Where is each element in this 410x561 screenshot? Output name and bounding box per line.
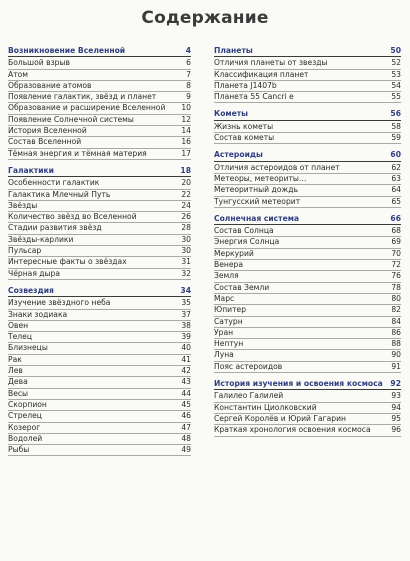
toc-entry-page-number: 78 (391, 282, 401, 292)
section-heading-label: Кометы (214, 109, 249, 119)
toc-entry-page-number: 40 (181, 343, 191, 353)
toc-entry[interactable] (8, 434, 191, 445)
toc-entry-page-number: 91 (391, 361, 401, 371)
toc-entry-label: Тёмная энергия и тёмная материя (8, 148, 147, 158)
toc-entry-page-number: 48 (181, 433, 191, 443)
section-heading-label: Астероиды (214, 150, 263, 160)
toc-section (214, 109, 401, 144)
section-heading-label: Возникновение Вселенной (8, 46, 126, 55)
toc-entry-page-number: 6 (186, 58, 191, 68)
toc-entry[interactable] (214, 414, 401, 425)
toc-entry-page-number: 80 (391, 293, 401, 303)
toc-entry-page-number: 59 (391, 133, 401, 143)
section-divider (8, 176, 191, 177)
toc-entry[interactable] (214, 362, 401, 373)
toc-entry[interactable] (8, 366, 191, 377)
toc-entry[interactable] (8, 235, 191, 246)
toc-entry-label: Пульсар (8, 246, 42, 256)
toc-section (214, 150, 401, 207)
section-divider (214, 389, 401, 390)
toc-entry[interactable] (214, 237, 401, 248)
toc-entry[interactable] (8, 103, 191, 114)
toc-entry[interactable] (8, 343, 191, 354)
toc-entry[interactable] (214, 425, 401, 436)
toc-entry-label: Состав Земли (214, 282, 270, 292)
section-heading[interactable] (214, 109, 401, 119)
toc-entry-label: Количество звёзд во Вселенной (8, 212, 137, 222)
toc-section (214, 379, 401, 436)
toc-entry-label: Близнецы (8, 343, 48, 353)
toc-entry-label: Чёрная дыра (8, 268, 61, 278)
toc-entry-page-number: 14 (181, 126, 191, 136)
toc-entry-label: Атом (8, 69, 28, 79)
section-heading-page-number: 60 (390, 150, 401, 160)
toc-entry-page-number: 62 (391, 162, 401, 172)
toc-entry-page-number: 76 (391, 271, 401, 281)
section-heading-page-number: 66 (390, 213, 401, 223)
toc-entry[interactable] (214, 339, 401, 350)
section-heading-page-number: 34 (180, 285, 191, 295)
toc-entry-label: Овен (8, 320, 29, 330)
toc-entry-label: Лев (8, 366, 23, 376)
toc-entry-label: Состав Солнца (214, 226, 274, 236)
toc-entry[interactable] (8, 201, 191, 212)
toc-entry-page-number: 10 (181, 103, 191, 113)
toc-entry[interactable] (214, 133, 401, 144)
toc-entry-label: Состав кометы (214, 133, 275, 143)
toc-entry-label: Знаки зодиака (8, 309, 68, 319)
section-heading-page-number: 50 (390, 46, 401, 55)
toc-entry[interactable] (8, 212, 191, 223)
toc-entry[interactable] (214, 81, 401, 92)
toc-entry-label: Интересные факты о звёздах (8, 257, 127, 267)
section-heading[interactable] (8, 286, 191, 296)
toc-entry-page-number: 28 (181, 223, 191, 233)
toc-entry-page-number: 37 (181, 309, 191, 319)
toc-entry-page-number: 63 (391, 173, 401, 183)
toc-entry-page-number: 9 (186, 92, 191, 102)
toc-entry[interactable] (8, 445, 191, 456)
toc-entry-page-number: 86 (391, 327, 401, 337)
section-heading[interactable] (214, 150, 401, 160)
toc-entry-label: Тунгусский метеорит (214, 196, 301, 206)
toc-section (8, 46, 191, 160)
toc-entry-page-number: 94 (391, 402, 401, 412)
toc-entry[interactable] (214, 283, 401, 294)
toc-entry[interactable] (8, 92, 191, 103)
section-heading-label: Созвездия (8, 285, 54, 295)
toc-entry-label: Марс (214, 293, 235, 303)
toc-entry-label: Жизнь кометы (214, 121, 274, 131)
toc-entry-page-number: 43 (181, 377, 191, 387)
toc-right-column (214, 46, 401, 443)
toc-entry-label: Планета 55 Cancri e (214, 92, 294, 102)
toc-entry[interactable] (8, 115, 191, 126)
toc-entry-label: Пояс астероидов (214, 361, 283, 371)
toc-entry-page-number: 93 (391, 391, 401, 401)
toc-entry-page-number: 70 (391, 248, 401, 258)
toc-entry[interactable] (214, 317, 401, 328)
toc-entry-label: Луна (214, 350, 234, 360)
toc-entry-label: Галилео Галилей (214, 391, 284, 401)
toc-entry-page-number: 72 (391, 260, 401, 270)
toc-entry-label: Краткая хронология освоения космоса (214, 425, 371, 435)
toc-section (214, 214, 401, 373)
toc-section (214, 46, 401, 103)
toc-entry[interactable] (8, 400, 191, 411)
toc-entry-label: Уран (214, 327, 234, 337)
toc-entry[interactable] (214, 197, 401, 208)
toc-entry[interactable] (8, 321, 191, 332)
page-title: Содержание (141, 8, 269, 28)
section-heading[interactable] (8, 46, 191, 56)
toc-entry-page-number: 22 (181, 189, 191, 199)
section-divider (214, 56, 401, 57)
toc-entry[interactable] (214, 271, 401, 282)
toc-entry-page-number: 64 (391, 185, 401, 195)
toc-entry-page-number: 39 (181, 332, 191, 342)
toc-entry[interactable] (214, 294, 401, 305)
toc-entry-page-number: 49 (181, 445, 191, 455)
toc-left-column (8, 46, 191, 462)
toc-entry-label: Состав Вселенной (8, 137, 82, 147)
toc-entry[interactable] (214, 260, 401, 271)
toc-entry-page-number: 26 (181, 212, 191, 222)
toc-entry[interactable] (8, 257, 191, 268)
toc-entry[interactable] (8, 81, 191, 92)
section-heading[interactable] (8, 166, 191, 176)
toc-entry-page-number: 46 (181, 411, 191, 421)
toc-entry-label: Меркурий (214, 248, 254, 258)
section-heading[interactable] (214, 214, 401, 224)
toc-entry[interactable] (8, 190, 191, 201)
section-heading[interactable] (214, 46, 401, 56)
toc-entry-label: Образование атомов (8, 80, 92, 90)
toc-entry-label: Дева (8, 377, 28, 387)
toc-entry-label: Скорпион (8, 399, 47, 409)
toc-entry-label: Метеоры, метеориты… (214, 173, 307, 183)
toc-entry-page-number: 30 (181, 234, 191, 244)
toc-entry[interactable] (8, 332, 191, 343)
toc-entry[interactable] (8, 126, 191, 137)
toc-entry[interactable] (8, 178, 191, 189)
section-heading-label: Солнечная система (214, 213, 300, 223)
toc-entry-label: Нептун (214, 339, 244, 349)
toc-entry-page-number: 96 (391, 425, 401, 435)
toc-entry[interactable] (214, 185, 401, 196)
toc-entry[interactable] (214, 226, 401, 237)
toc-entry-label: Энергия Солнца (214, 237, 280, 247)
toc-entry-page-number: 68 (391, 226, 401, 236)
section-heading-label: Планеты (214, 46, 253, 55)
toc-entry-page-number: 8 (186, 80, 191, 90)
toc-entry-page-number: 88 (391, 339, 401, 349)
toc-entry-page-number: 41 (181, 354, 191, 364)
toc-entry[interactable] (214, 403, 401, 414)
toc-section (8, 166, 191, 280)
toc-entry[interactable] (214, 122, 401, 133)
toc-entry-label: Появление галактик, звёзд и планет (8, 92, 157, 102)
toc-entry[interactable] (8, 298, 191, 309)
toc-entry-page-number: 55 (391, 92, 401, 102)
toc-entry-page-number: 69 (391, 237, 401, 247)
toc-entry-page-number: 17 (181, 148, 191, 158)
section-heading-page-number: 56 (390, 109, 401, 119)
toc-entry-page-number: 38 (181, 320, 191, 330)
toc-entry-label: Телец (8, 332, 33, 342)
toc-entry-label: Особенности галактик (8, 178, 100, 188)
toc-entry-label: Изучение звёздного неба (8, 298, 111, 308)
toc-entry[interactable] (8, 223, 191, 234)
toc-entry-page-number: 31 (181, 257, 191, 267)
toc-entry-label: Водолей (8, 433, 43, 443)
toc-entry[interactable] (214, 174, 401, 185)
toc-entry[interactable] (8, 389, 191, 400)
toc-entry-label: Отличия астероидов от планет (214, 162, 340, 172)
toc-entry-label: Галактика Млечный Путь (8, 189, 111, 199)
section-heading-label: Галактики (8, 165, 55, 175)
toc-entry-page-number: 58 (391, 121, 401, 131)
toc-entry-label: История Вселенной (8, 126, 87, 136)
toc-entry-page-number: 30 (181, 246, 191, 256)
toc-entry-page-number: 54 (391, 80, 401, 90)
toc-entry-page-number: 35 (181, 298, 191, 308)
toc-entry-page-number: 42 (181, 366, 191, 376)
toc-entry-label: Звёзды (8, 200, 38, 210)
toc-entry[interactable] (214, 328, 401, 339)
toc-entry-label: Венера (214, 260, 243, 270)
toc-entry-label: Образование и расширение Вселенной (8, 103, 166, 113)
toc-entry[interactable] (8, 423, 191, 434)
toc-entry-page-number: 45 (181, 399, 191, 409)
toc-entry-label: Отличия планеты от звезды (214, 58, 328, 68)
toc-entry[interactable] (8, 149, 191, 160)
toc-entry-label: Сатурн (214, 316, 243, 326)
toc-entry-label: Юпитер (214, 305, 247, 315)
toc-entry-label: Планета J1407b (214, 80, 277, 90)
toc-entry-page-number: 24 (181, 200, 191, 210)
toc-entry-page-number: 16 (181, 137, 191, 147)
toc-entry-label: Метеоритный дождь (214, 185, 298, 195)
toc-entry[interactable] (8, 411, 191, 422)
section-heading-page-number: 92 (390, 379, 401, 389)
toc-entry-label: Рыбы (8, 445, 30, 455)
toc-entry-page-number: 65 (391, 196, 401, 206)
toc-entry-page-number: 90 (391, 350, 401, 360)
toc-entry-page-number: 20 (181, 178, 191, 188)
toc-entry[interactable] (8, 310, 191, 321)
toc-entry-label: Классификация планет (214, 69, 309, 79)
section-divider (214, 161, 401, 162)
toc-entry-page-number: 32 (181, 268, 191, 278)
toc-entry[interactable] (214, 249, 401, 260)
toc-entry-label: Рак (8, 354, 22, 364)
toc-entry-label: Звёзды-карлики (8, 234, 74, 244)
toc-entry[interactable] (8, 246, 191, 257)
toc-section (8, 286, 191, 456)
section-heading-page-number: 4 (185, 46, 191, 55)
toc-entry-page-number: 7 (186, 69, 191, 79)
toc-entry[interactable] (8, 58, 191, 69)
toc-entry[interactable] (8, 137, 191, 148)
toc-entry-label: Стадии развития звёзд (8, 223, 102, 233)
section-heading[interactable] (214, 379, 401, 389)
toc-entry-page-number: 52 (391, 58, 401, 68)
section-divider (8, 56, 191, 57)
toc-entry-page-number: 53 (391, 69, 401, 79)
toc-entry[interactable] (214, 58, 401, 69)
toc-entry[interactable] (8, 355, 191, 366)
toc-entry-page-number: 44 (181, 388, 191, 398)
toc-entry-label: Стрелец (8, 411, 42, 421)
toc-entry[interactable] (8, 377, 191, 388)
toc-entry-label: Большой взрыв (8, 58, 70, 68)
toc-entry-label: Козерог (8, 422, 41, 432)
section-divider (214, 224, 401, 225)
toc-entry-page-number: 12 (181, 114, 191, 124)
toc-entry[interactable] (214, 391, 401, 402)
section-divider (8, 296, 191, 297)
section-heading-page-number: 18 (180, 165, 191, 175)
toc-entry-label: Весы (8, 388, 29, 398)
toc-entry[interactable] (214, 163, 401, 174)
toc-entry[interactable] (214, 305, 401, 316)
toc-entry[interactable] (8, 70, 191, 81)
section-divider (214, 120, 401, 121)
toc-entry[interactable] (214, 92, 401, 103)
toc-entry-page-number: 84 (391, 316, 401, 326)
toc-entry-page-number: 95 (391, 413, 401, 423)
section-heading-label: История изучения и освоения космоса (214, 379, 383, 389)
toc-entry-page-number: 47 (181, 422, 191, 432)
toc-entry-label: Сергей Королёв и Юрий Гагарин (214, 413, 347, 423)
toc-entry[interactable] (214, 70, 401, 81)
toc-entry-label: Появление Солнечной системы (8, 114, 134, 124)
toc-entry-label: Константин Циолковский (214, 402, 317, 412)
toc-entry-page-number: 82 (391, 305, 401, 315)
toc-entry[interactable] (8, 269, 191, 280)
toc-entry[interactable] (214, 350, 401, 361)
toc-entry-label: Земля (214, 271, 239, 281)
